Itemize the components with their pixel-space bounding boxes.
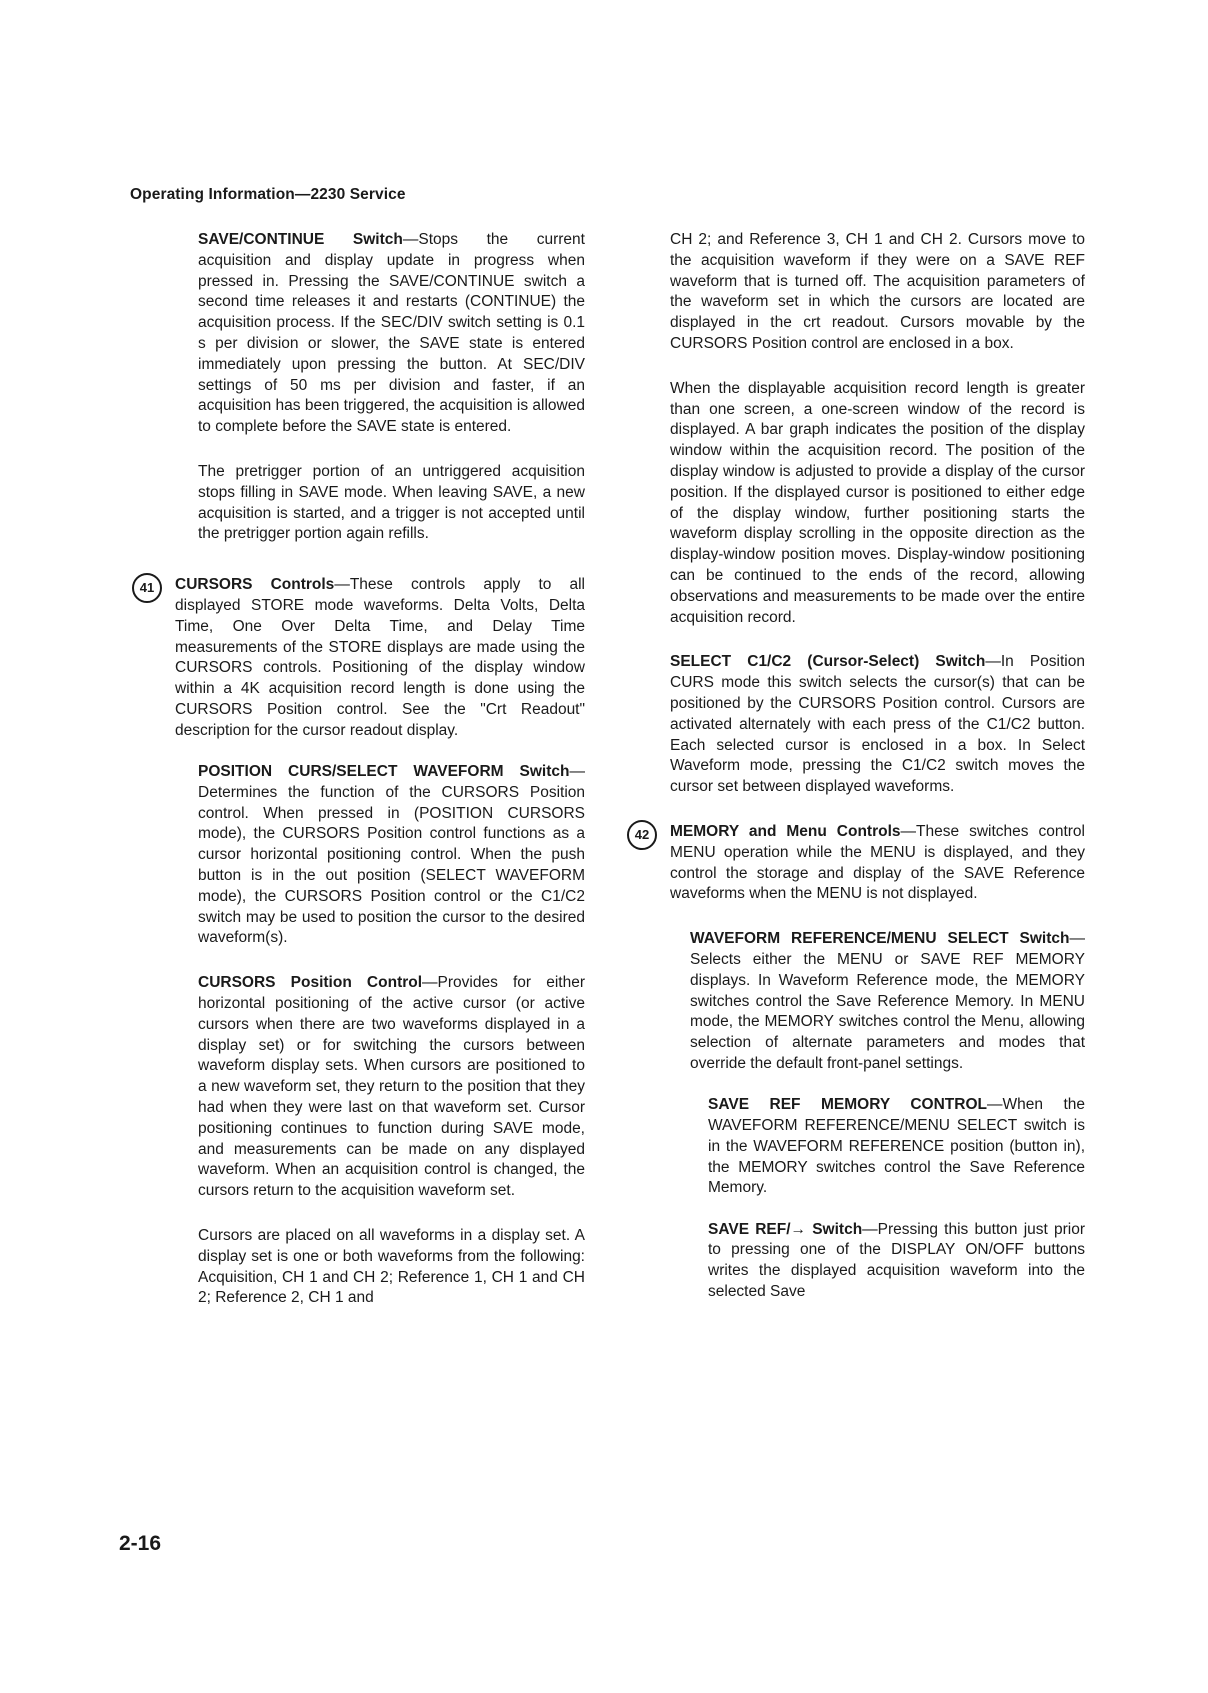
save-ref-switch-paragraph: [708, 1220, 1085, 1303]
item-42-paragraph: [634, 822, 1085, 905]
waveform-reference-menu-text: —Selects either the MENU or SAVE REF MEMORY displays. In Waveform Reference mode, the MEMORY switches control the Save Reference Memory. In MENU mode, the MEMORY switches control the Menu, allowing selection of alternate parameters and modes that override the default front-panel settings.: [690, 930, 1085, 1072]
cursors-controls-term: CURSORS Controls: [175, 576, 335, 594]
right-column: [634, 230, 1086, 1323]
item-41-number-badge: 41: [132, 573, 162, 603]
save-continue-paragraph: [198, 230, 585, 438]
cursors-position-term: CURSORS Position Control: [198, 974, 423, 992]
memory-menu-term: MEMORY and Menu Controls: [670, 822, 901, 840]
save-ref-memory-control-text: —When the WAVEFORM REFERENCE/MENU SELECT switch is in the WAVEFORM REFERENCE position (button in), the MEMORY switches control the Save Reference Memory.: [708, 1096, 1085, 1197]
running-head: Operating Information—2230 Service: [130, 186, 406, 203]
save-ref-switch-text: —Pressing this button just prior to pressing one of the DISPLAY ON/OFF buttons writes the displayed acquisition waveform into the selected Save: [708, 1220, 1086, 1301]
item-42-number-badge: 42: [627, 820, 657, 850]
left-column: [139, 230, 586, 1330]
select-c1c2-term: SELECT C1/C2 (Cursor-Select) Switch: [670, 653, 986, 671]
select-c1c2-text: —In Position CURS mode this switch selects the cursor(s) that can be positioned by the CURSORS Position control. Cursors are activated alternately with each press of the C1/C2 button. Each selected cursor is enclosed in a box. In Select Waveform mode, pressing the C1/C2 switch moves the cursor set between displayed waveforms.: [670, 653, 1085, 796]
select-c1c2-paragraph: [670, 652, 1085, 798]
page-number: 2-16: [119, 1532, 162, 1555]
position-curs-select-text: —Determines the function of the CURSORS Position control. When pressed in (POSITION CURSORS mode), the CURSORS Position control functions as a cursor horizontal positioning control. When the push button is in the out position (SELECT WAVEFORM mode), the CURSORS Position control or the C1/C2 switch may be used to position the cursor to the desired waveform(s).: [198, 763, 585, 947]
position-curs-select-paragraph: [198, 762, 585, 949]
save-continue-text: —Stops the current acquisition and display update in progress when pressed in. Pressing the SAVE/CONTINUE switch a second time releases it and restarts (CONTINUE) the acquisition process. If the SEC/DIV switch setting is 0.1 s per division or slower, the SAVE state is entered immediately upon pressing the button. At SEC/DIV settings of 50 ms per division and faster, if an acquisition has been triggered, the acquisition is allowed to complete before the SAVE state is entered.: [198, 231, 585, 436]
save-ref-memory-control-paragraph: [708, 1095, 1085, 1199]
cursors-position-text: —Provides for either horizontal positioning of the active cursor (or active cursors when there are two waveforms displayed in a display set) or for switching the cursors between waveform display sets. When cursors are positioned to a new waveform set, they return to the position that they had when they were last on that waveform set. Cursor positioning continues to function during SAVE mode, and measurements can be made on any displayed waveform. When an acquisition control is changed, the cursors return to the acquisition waveform set.: [198, 974, 586, 1200]
waveform-reference-menu-term: WAVEFORM REFERENCE/MENU SELECT Switch: [690, 930, 1070, 948]
memory-menu-text: —These switches control MENU operation while the MENU is displayed, and they control the storage and display of the SAVE Reference waveforms when the MENU is not displayed.: [670, 822, 1085, 903]
item-41-paragraph: [139, 575, 585, 741]
cursor-reference-paragraph: CH 2; and Reference 3, CH 1 and CH 2. Cursors move to the acquisition waveform if they were on a SAVE REF waveform that is turned off. The acquisition parameters of the waveform set in which the cursors are located are displayed in the crt readout. Cursors movable by the CURSORS Position control are enclosed in a box.: [670, 231, 1085, 352]
cursors-controls-text: —These controls apply to all displayed STORE mode waveforms. Delta Volts, Delta Time, One Over Delta Time, and Delay Time measurements of the STORE displays are made using the CURSORS controls. Positioning of the display window within a 4K acquisition record length is done using the CURSORS Position control. See the "Crt Readout" description for the cursor readout display.: [175, 576, 585, 739]
display-window-paragraph: When the displayable acquisition record length is greater than one screen, a one-screen window of the record is displayed. A bar graph indicates the position of the display window within the acquisition record. The position of the display window is adjusted to provide a display of the cursor position. If the displayed cursor is positioned to either edge of the display window, further positioning starts the waveform display scrolling in the opposite direction as the display-window position moves. Display-window positioning can be continued to the ends of the record, allowing observations and measurements to be made over the entire acquisition record.: [670, 379, 1085, 626]
save-ref-memory-control-term: SAVE REF MEMORY CONTROL: [708, 1096, 987, 1114]
cursors-position-paragraph: [198, 973, 585, 1202]
pretrigger-paragraph: The pretrigger portion of an untriggered acquisition stops filling in SAVE mode. When leaving SAVE, a new acquisition is started, and a trigger is not accepted until the pretrigger portion again refills.: [198, 462, 585, 543]
position-curs-select-term: POSITION CURS/SELECT WAVEFORM Switch: [198, 763, 570, 781]
save-continue-term: SAVE/CONTINUE Switch: [198, 231, 403, 248]
display-set-paragraph: Cursors are placed on all waveforms in a display set. A display set is one or both waveforms from the following: Acquisition, CH 1 and CH 2; Reference 1, CH 1 and CH 2; Reference 2, CH 1 and: [198, 1226, 585, 1307]
waveform-reference-menu-paragraph: [690, 929, 1085, 1075]
save-ref-switch-term: SAVE REF/→ Switch: [708, 1220, 863, 1238]
